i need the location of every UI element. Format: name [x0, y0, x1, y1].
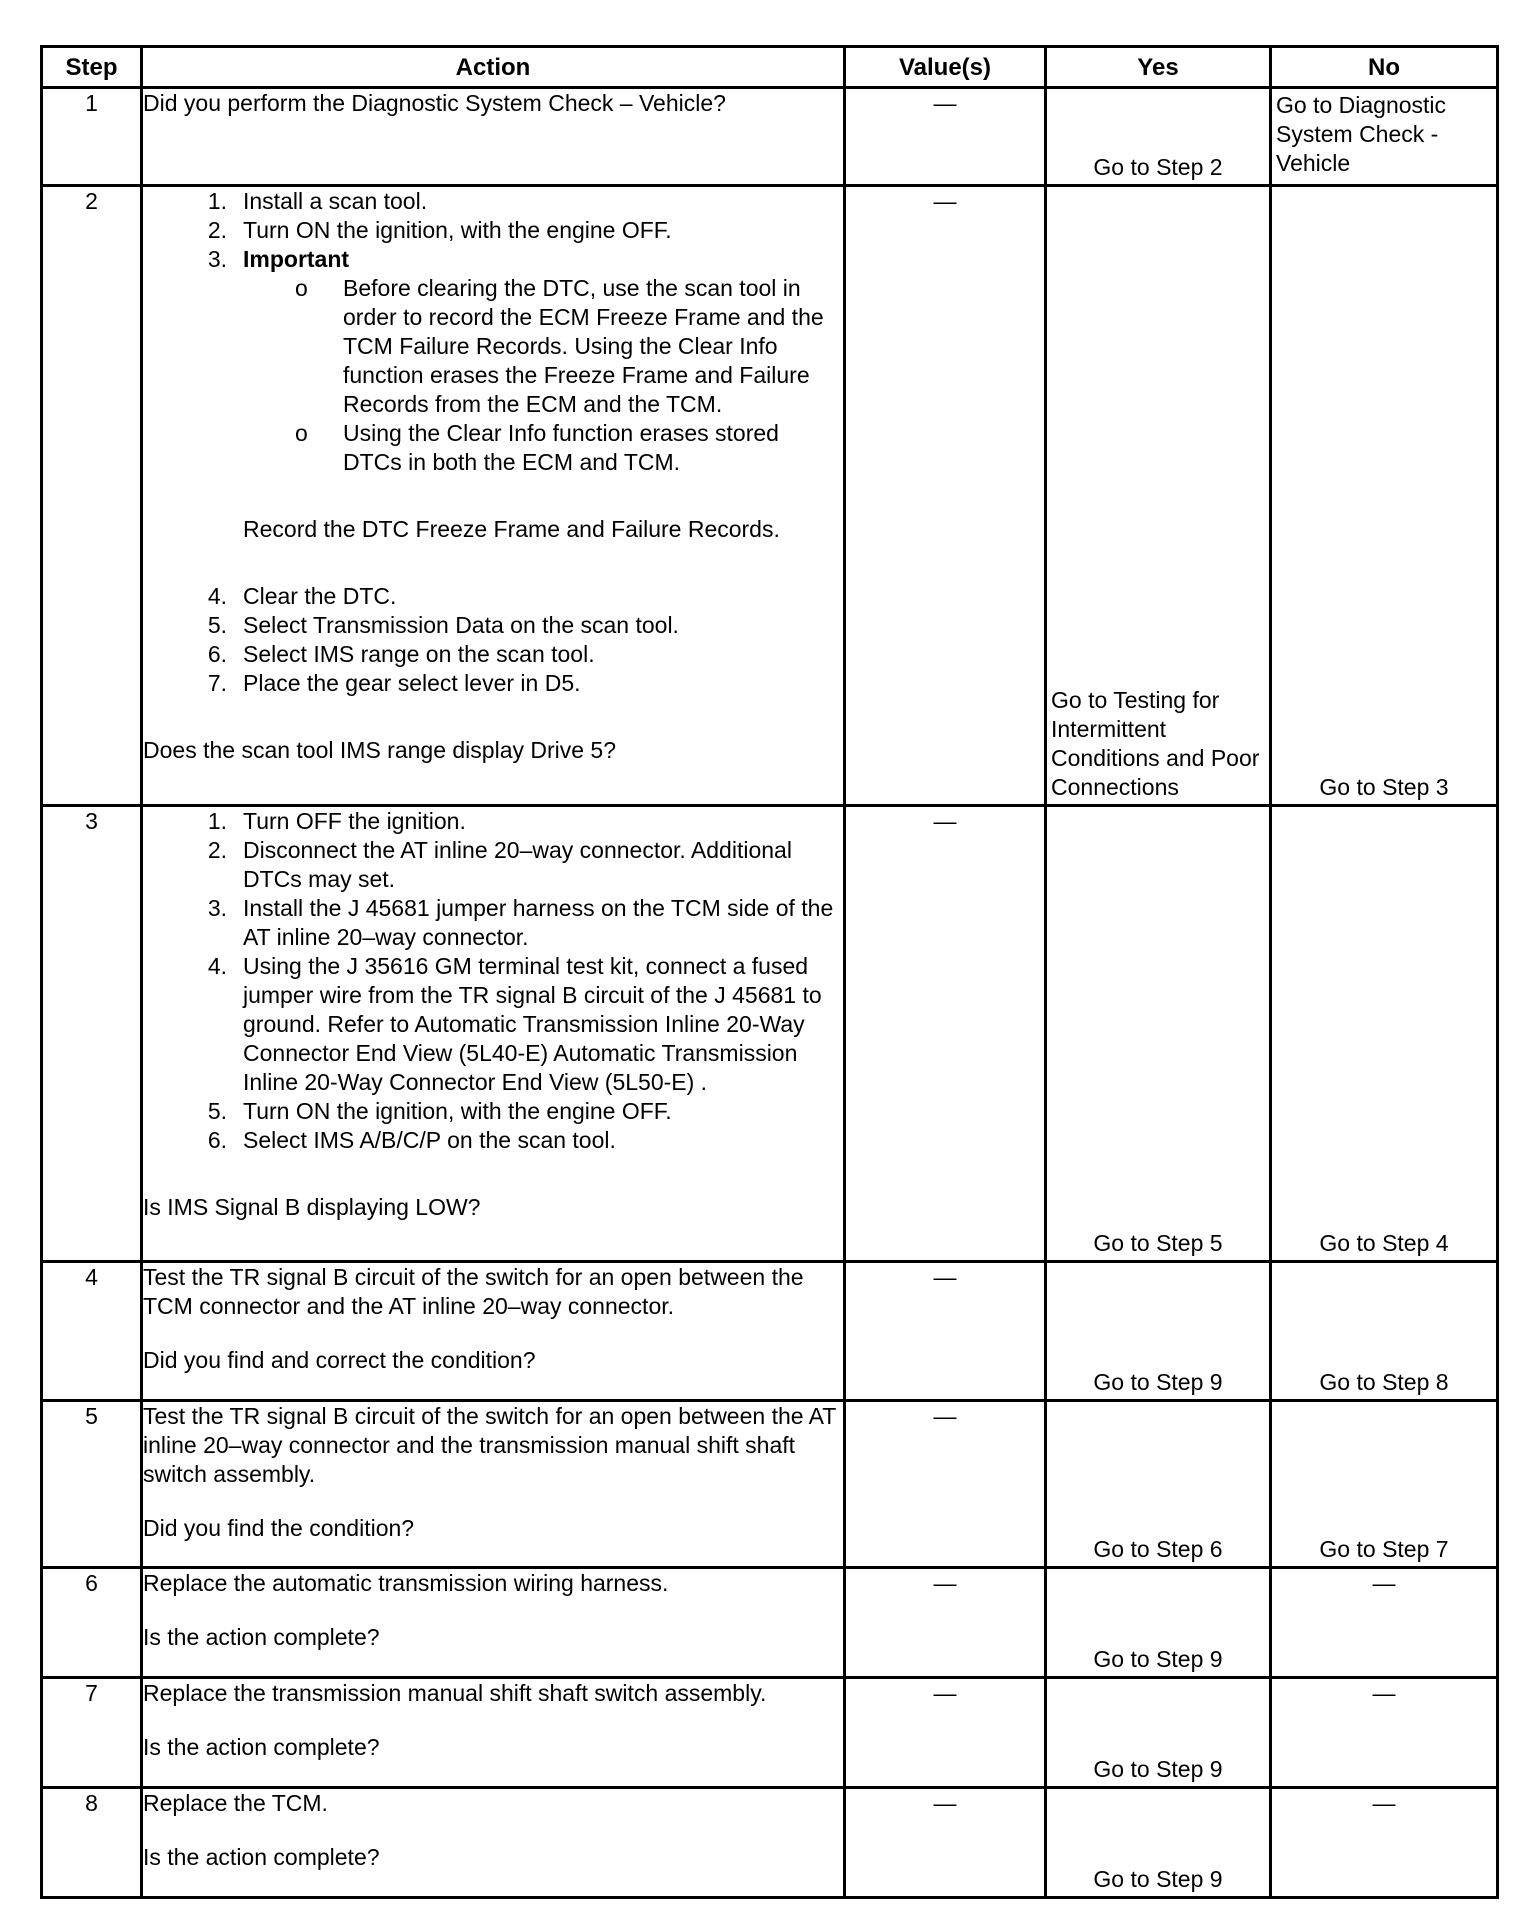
item-number: 4. [207, 583, 227, 609]
no-cell: — [1271, 1568, 1498, 1678]
table-row [42, 88, 1498, 186]
yes-cell [1046, 88, 1271, 186]
no-cell: — [1271, 1678, 1498, 1788]
item-number: 5. [207, 1098, 227, 1124]
question-text: Is the action complete? [143, 1844, 380, 1870]
action-cell [142, 1401, 845, 1568]
header-no: No [1271, 47, 1498, 88]
bullet-mark: o [295, 275, 308, 301]
list-item [143, 419, 843, 477]
action-text: Replace the automatic transmission wiring harness. [143, 1570, 669, 1596]
bullet-text: Using the Clear Info function erases stored DTCs in both the ECM and TCM. [343, 420, 779, 475]
no-cell [1271, 1401, 1498, 1568]
list-item [143, 640, 843, 669]
step-number: 3 [42, 806, 142, 1262]
item-number: 2. [207, 217, 227, 243]
no-cell [1271, 806, 1498, 1262]
table-row [42, 186, 1498, 806]
list-item [143, 894, 843, 952]
item-number: 5. [207, 612, 227, 638]
yes-text: Go to Step 9 [1093, 1756, 1223, 1782]
action-cell [142, 1678, 845, 1788]
list-item [143, 216, 843, 245]
no-cell [1271, 1262, 1498, 1401]
no-text: Go to Step 3 [1319, 774, 1449, 800]
step-number: 4 [42, 1262, 142, 1401]
no-cell [1271, 186, 1498, 806]
value-cell: — [845, 1262, 1046, 1401]
step-number: 6 [42, 1568, 142, 1678]
question-text: Is the action complete? [143, 1734, 380, 1760]
header-row [42, 47, 1498, 88]
question-text: Is the action complete? [143, 1624, 380, 1650]
item-text: Select Transmission Data on the scan tool. [243, 612, 679, 638]
table-row [42, 1678, 1498, 1788]
important-label: Important [243, 246, 350, 272]
yes-text: Go to Step 6 [1093, 1536, 1223, 1562]
no-text: Go to Diagnostic System Check - Vehicle [1276, 92, 1447, 176]
item-number: 2. [207, 837, 227, 863]
item-number: 3. [207, 246, 227, 272]
list-item [143, 582, 843, 611]
action-text: Replace the TCM. [143, 1790, 328, 1816]
value-cell: — [845, 186, 1046, 806]
table-row [42, 1262, 1498, 1401]
item-text: Disconnect the AT inline 20–way connector. Additional DTCs may set. [243, 837, 792, 892]
question-text: Does the scan tool IMS range display Drive 5? [143, 737, 617, 763]
item-text: Install the J 45681 jumper harness on the TCM side of the AT inline 20–way connector. [243, 895, 834, 950]
item-number: 4. [207, 953, 227, 979]
header-yes: Yes [1046, 47, 1271, 88]
question-text: Is IMS Signal B displaying LOW? [143, 1194, 481, 1220]
step-number: 1 [42, 88, 142, 186]
action-cell [142, 1262, 845, 1401]
list-item [143, 952, 843, 1097]
table-row [42, 1401, 1498, 1568]
yes-text: Go to Step 9 [1093, 1646, 1223, 1672]
list-item [143, 245, 843, 274]
list-item [143, 836, 843, 894]
yes-text: Go to Step 2 [1093, 154, 1223, 180]
yes-cell [1046, 1401, 1271, 1568]
step-number: 5 [42, 1401, 142, 1568]
list-item [143, 274, 843, 419]
action-text: Did you perform the Diagnostic System Check – Vehicle? [143, 90, 726, 116]
action-cell [142, 806, 845, 1262]
yes-cell [1046, 1788, 1271, 1898]
item-text: Turn ON the ignition, with the engine OFF. [243, 217, 672, 243]
yes-cell [1046, 1678, 1271, 1788]
item-number: 3. [207, 895, 227, 921]
list-item [143, 1097, 843, 1126]
list-item [143, 1126, 843, 1155]
item-text: Turn ON the ignition, with the engine OFF. [243, 1098, 672, 1124]
yes-cell [1046, 806, 1271, 1262]
action-cell [142, 1568, 845, 1678]
bullet-mark: o [295, 420, 308, 446]
item-text: Select IMS range on the scan tool. [243, 641, 595, 667]
no-cell: — [1271, 1788, 1498, 1898]
list-item [143, 669, 843, 698]
action-cell [142, 88, 845, 186]
yes-cell [1046, 1568, 1271, 1678]
question-text: Did you find the condition? [143, 1515, 415, 1541]
action-text: Replace the transmission manual shift shaft switch assembly. [143, 1680, 767, 1706]
value-cell: — [845, 806, 1046, 1262]
no-text: Go to Step 8 [1319, 1369, 1449, 1395]
step-number: 8 [42, 1788, 142, 1898]
list-item [143, 611, 843, 640]
diagnostic-table [40, 45, 1499, 1899]
item-text: Install a scan tool. [243, 188, 428, 214]
item-text: Clear the DTC. [243, 583, 397, 609]
yes-text: Go to Step 5 [1093, 1230, 1223, 1256]
list-item [143, 807, 843, 836]
header-values: Value(s) [845, 47, 1046, 88]
no-text: Go to Step 7 [1319, 1536, 1449, 1562]
table-row [42, 1568, 1498, 1678]
item-number: 6. [207, 1127, 227, 1153]
yes-cell [1046, 186, 1271, 806]
bullet-text: Before clearing the DTC, use the scan tool in order to record the ECM Freeze Frame and the TCM Failure Records. Using the Clear Info function erases the Freeze Frame and Failure Records from the ECM and the TCM. [343, 275, 824, 417]
item-text: Select IMS A/B/C/P on the scan tool. [243, 1127, 616, 1153]
list-item [143, 187, 843, 216]
item-text: Turn OFF the ignition. [243, 808, 466, 834]
value-cell: — [845, 88, 1046, 186]
item-text: Using the J 35616 GM terminal test kit, connect a fused jumper wire from the TR signal B circuit of the J 45681 to ground. Refer to Automatic Transmission Inline 20-Way Connector End View (5L40-E) Automatic Transmission Inline 20-Way Connector End View (5L50-E) . [243, 953, 822, 1095]
table-row [42, 806, 1498, 1262]
action-cell [142, 186, 845, 806]
question-text: Did you find and correct the condition? [143, 1347, 536, 1373]
header-step: Step [42, 47, 142, 88]
header-action: Action [142, 47, 845, 88]
item-text: Place the gear select lever in D5. [243, 670, 581, 696]
step-number: 7 [42, 1678, 142, 1788]
item-number: 1. [207, 808, 227, 834]
value-cell: — [845, 1678, 1046, 1788]
no-cell [1271, 88, 1498, 186]
item-number: 7. [207, 670, 227, 696]
table-row [42, 1788, 1498, 1898]
action-text: Test the TR signal B circuit of the switch for an open between the TCM connector and the AT inline 20–way connector. [143, 1264, 804, 1319]
value-cell: — [845, 1788, 1046, 1898]
no-text: Go to Step 4 [1319, 1230, 1449, 1256]
action-cell [142, 1788, 845, 1898]
value-cell: — [845, 1568, 1046, 1678]
step-number: 2 [42, 186, 142, 806]
yes-text: Go to Testing for Intermittent Conditions and Poor Connections [1051, 687, 1260, 800]
action-text: Test the TR signal B circuit of the switch for an open between the AT inline 20–way connector and the transmission manual shift shaft switch assembly. [143, 1403, 836, 1487]
value-cell: — [845, 1401, 1046, 1568]
yes-text: Go to Step 9 [1093, 1866, 1223, 1892]
item-number: 1. [207, 188, 227, 214]
yes-text: Go to Step 9 [1093, 1369, 1223, 1395]
note-text: Record the DTC Freeze Frame and Failure Records. [243, 516, 780, 542]
item-number: 6. [207, 641, 227, 667]
yes-cell [1046, 1262, 1271, 1401]
